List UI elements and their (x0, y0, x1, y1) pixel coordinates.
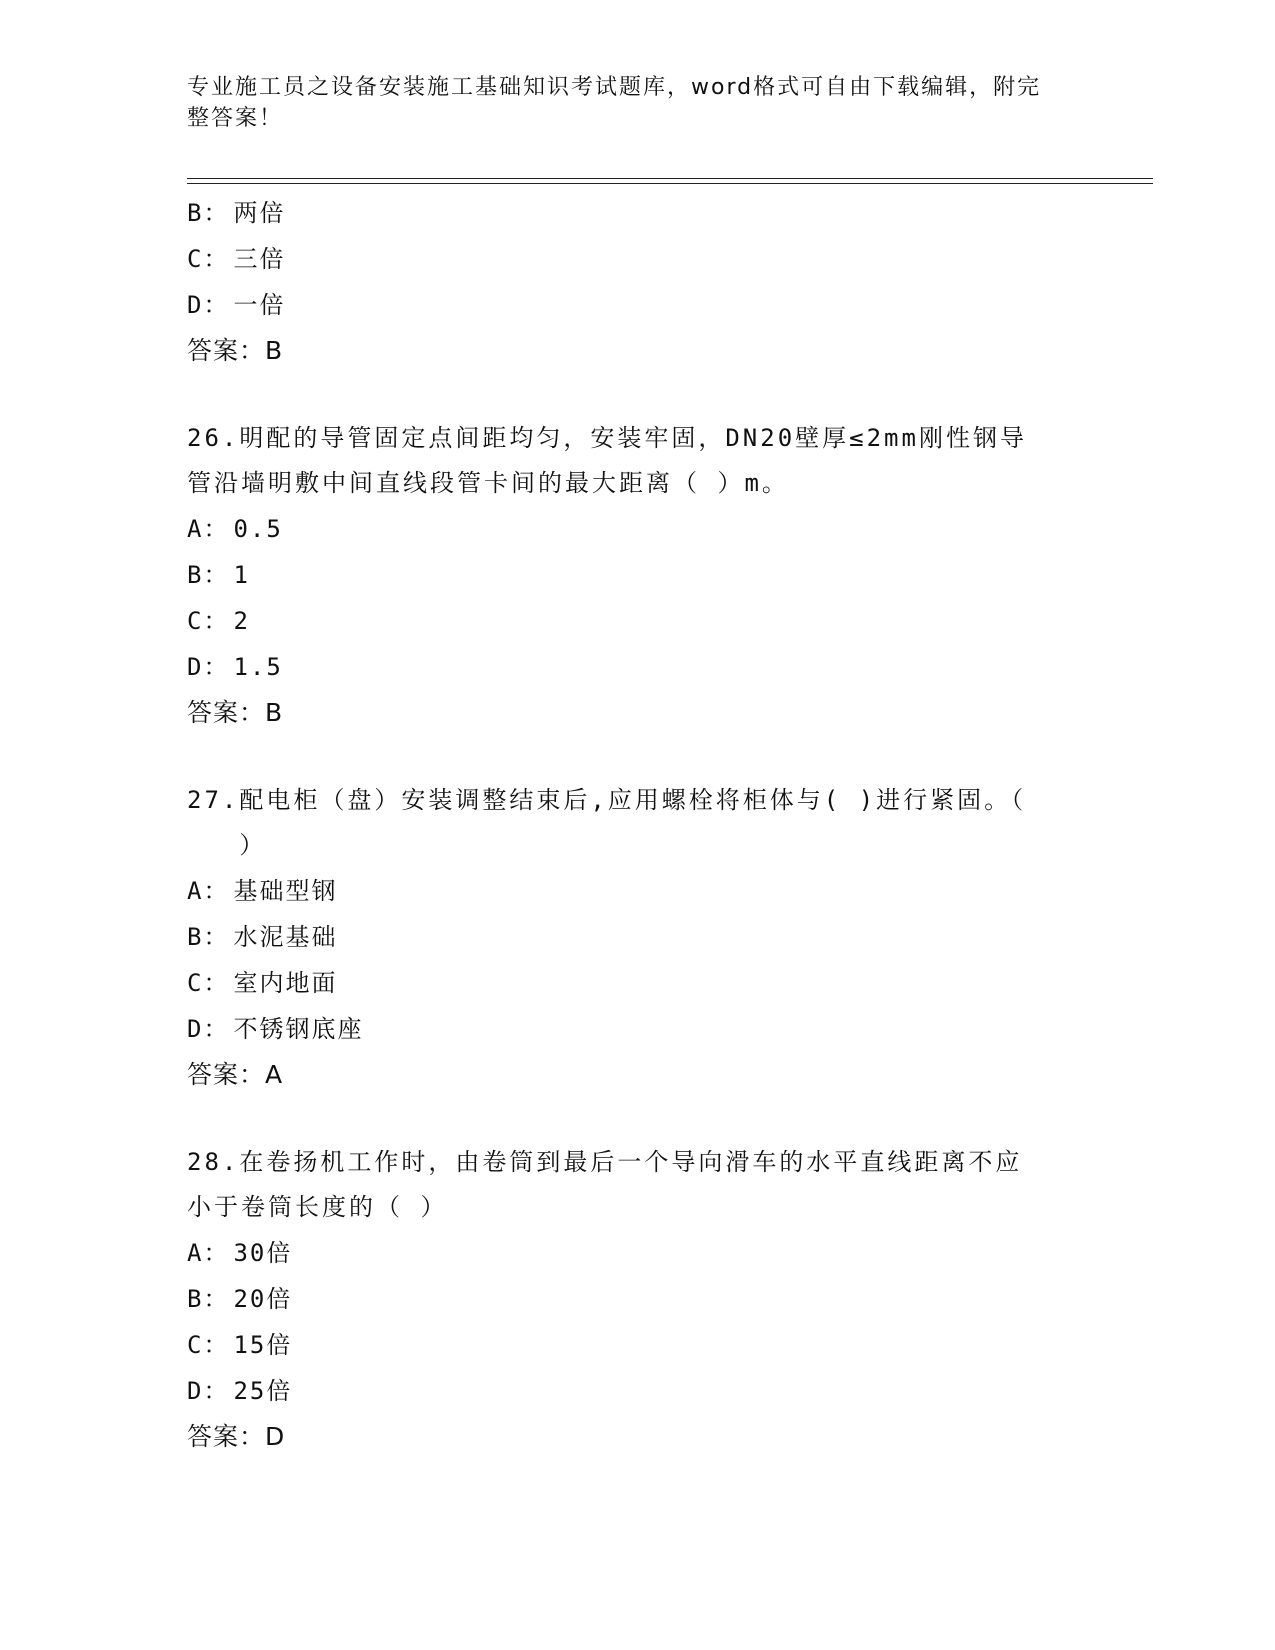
header-divider-bottom (187, 183, 1153, 184)
question-text (187, 416, 1087, 506)
question-block-27 (187, 778, 1087, 1098)
option-key: A： (187, 515, 230, 543)
answer-line: 答案：D (187, 1422, 286, 1451)
question-block-28 (187, 1140, 1087, 1460)
question-text-line-1: 27.配电柜（盘）安装调整结束后,应用螺栓将柜体与( )进行紧固。（ (187, 786, 1027, 814)
question-text (187, 778, 1087, 868)
option-text: 不锈钢底座 (233, 1015, 364, 1043)
option-b (187, 190, 1087, 236)
option-key: B： (187, 923, 230, 951)
option-key: A： (187, 877, 230, 905)
option-text: 30倍 (233, 1239, 293, 1267)
option-key: C： (187, 1331, 230, 1359)
option-text: 15倍 (233, 1331, 293, 1359)
document-header (187, 72, 1067, 134)
option-text: 20倍 (233, 1285, 293, 1313)
option-text: 三倍 (233, 245, 286, 273)
answer-line: 答案：B (187, 698, 284, 727)
option-text: 水泥基础 (233, 923, 338, 951)
option-key: D： (187, 653, 230, 681)
option-d (187, 1368, 1087, 1414)
answer-line: 答案：B (187, 336, 284, 365)
option-a (187, 868, 1087, 914)
option-d (187, 282, 1087, 328)
question-text-line-1: 28.在卷扬机工作时，由卷筒到最后一个导向滑车的水平直线距离不应 (187, 1148, 1023, 1176)
option-text: 基础型钢 (233, 877, 338, 905)
option-key: D： (187, 1015, 230, 1043)
question-text-line-2: 管沿墙明敷中间直线段管卡间的最大距离（ ）m。 (187, 469, 789, 497)
question-text-line-1: 26.明配的导管固定点间距均匀，安装牢固，DN20壁厚≤2mm刚性钢导 (187, 424, 1027, 452)
question-text-line-2: 小于卷筒长度的（ ） (187, 1193, 448, 1221)
option-key: D： (187, 1377, 230, 1405)
question-list (187, 190, 1087, 1460)
header-line-1: 专业施工员之设备安装施工基础知识考试题库，word格式可自由下载编辑，附完 (187, 75, 1042, 100)
question-block-25 (187, 190, 1087, 374)
option-text: 一倍 (233, 291, 286, 319)
option-a (187, 506, 1087, 552)
question-block-26 (187, 416, 1087, 736)
option-d (187, 1006, 1087, 1052)
question-text-line-2: ） (187, 831, 267, 859)
option-b (187, 552, 1087, 598)
option-text: 室内地面 (233, 969, 338, 997)
header-line-2: 整答案！ (187, 106, 284, 131)
option-key: D： (187, 291, 230, 319)
option-text: 2 (233, 607, 250, 635)
option-key: C： (187, 607, 230, 635)
option-text: 25倍 (233, 1377, 293, 1405)
option-text: 0.5 (233, 515, 283, 543)
option-c (187, 960, 1087, 1006)
option-key: B： (187, 561, 230, 589)
option-b (187, 1276, 1087, 1322)
answer-line: 答案：A (187, 1060, 284, 1089)
option-c (187, 1322, 1087, 1368)
option-text: 两倍 (233, 199, 286, 227)
question-text (187, 1140, 1087, 1230)
header-divider-top (187, 178, 1153, 179)
option-a (187, 1230, 1087, 1276)
option-key: B： (187, 1285, 230, 1313)
option-c (187, 236, 1087, 282)
option-key: C： (187, 245, 230, 273)
option-key: A： (187, 1239, 230, 1267)
option-b (187, 914, 1087, 960)
option-text: 1 (233, 561, 250, 589)
option-key: C： (187, 969, 230, 997)
option-c (187, 598, 1087, 644)
option-key: B： (187, 199, 230, 227)
option-d (187, 644, 1087, 690)
option-text: 1.5 (233, 653, 283, 681)
